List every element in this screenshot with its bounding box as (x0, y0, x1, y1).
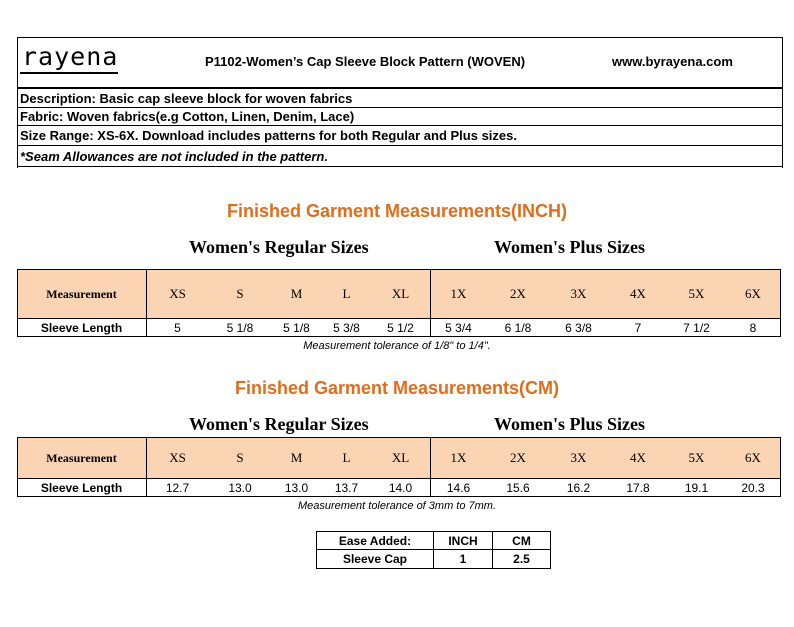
sleeve-length-1x: 14.6 (446, 481, 471, 495)
sleeve-length-3x: 6 3/8 (565, 321, 592, 335)
fabric-row: Fabric: Woven fabrics(e.g Cotton, Linen, Denim, Lace) (18, 108, 782, 126)
sleeve-length-6x: 20.3 (741, 481, 765, 495)
size-header-xs: XS (169, 286, 186, 301)
ease-table (316, 531, 551, 569)
sleeve-length-6x: 8 (749, 321, 757, 335)
sleeve-length-s: 13.0 (228, 481, 252, 495)
inch-tolerance-note: Measurement tolerance of 1/8" to 1/4". (303, 340, 491, 352)
size-header-l: L (342, 450, 351, 465)
size-header-m: M (290, 286, 303, 301)
pattern-header (17, 37, 783, 168)
size-header-m: M (290, 450, 303, 465)
website-link[interactable]: www.byrayena.com (612, 54, 733, 69)
size-header-4x: 4X (630, 450, 646, 465)
size-header-2x: 2X (510, 450, 526, 465)
sleeve-length-label: Sleeve Length (40, 321, 123, 335)
measurement-header: Measurement (46, 287, 117, 301)
size-header-2x: 2X (510, 286, 526, 301)
pattern-title: P1102-Women’s Cap Sleeve Block Pattern (WOVEN) (205, 54, 526, 69)
inch-plus-label: Women's Plus Sizes (494, 237, 646, 257)
sleeve-length-l: 5 3/8 (333, 321, 360, 335)
sleeve-length-m: 5 1/8 (283, 321, 310, 335)
cm-tolerance-note: Measurement tolerance of 3mm to 7mm. (297, 500, 497, 512)
cm-section-title: Finished Garment Measurements(CM) (234, 378, 560, 398)
sleeve-length-1x: 5 3/4 (445, 321, 472, 335)
cm-regular-label: Women's Regular Sizes (189, 414, 369, 434)
cm-plus-label: Women's Plus Sizes (494, 414, 646, 434)
logo-underline (20, 72, 118, 74)
sleeve-length-label: Sleeve Length (40, 481, 123, 495)
ease-label: Ease Added: (338, 534, 412, 548)
size-header-xl: XL (391, 450, 410, 465)
sleeve-length-3x: 16.2 (566, 481, 591, 495)
inch-regular-label: Women's Regular Sizes (189, 237, 369, 257)
sleeve-length-2x: 15.6 (506, 481, 530, 495)
ease-col-inch: INCH (448, 534, 478, 548)
header-top-row (18, 37, 782, 89)
sleeve-length-2x: 6 1/8 (504, 321, 532, 335)
inch-section-title: Finished Garment Measurements(INCH) (226, 201, 568, 221)
size-header-s: S (236, 286, 244, 301)
sleeve-length-xl: 5 1/2 (387, 321, 414, 335)
size-header-1x: 1X (450, 450, 467, 465)
sleeve-length-5x: 7 1/2 (683, 321, 710, 335)
description-row: Description: Basic cap sleeve block for woven fabrics (18, 89, 782, 108)
size-header-s: S (236, 450, 244, 465)
ease-cm-value: 2.5 (513, 552, 530, 566)
seam-note-row: *Seam Allowances are not included in the pattern. (18, 146, 782, 167)
brand-logo: rayena (22, 42, 119, 71)
sleeve-length-l: 13.7 (334, 481, 359, 495)
sleeve-length-xs: 12.7 (165, 481, 190, 495)
sleeve-length-4x: 7 (634, 321, 642, 335)
size-header-xs: XS (169, 450, 186, 465)
size-header-4x: 4X (630, 286, 646, 301)
sleeve-length-xs: 5 (174, 321, 181, 335)
measurement-header: Measurement (46, 451, 117, 465)
size-header-3x: 3X (570, 286, 587, 301)
size-header-l: L (342, 286, 351, 301)
size-header-6x: 6X (745, 286, 761, 301)
sleeve-length-4x: 17.8 (626, 481, 650, 495)
sleeve-length-5x: 19.1 (684, 481, 709, 495)
ease-inch-value: 1 (459, 552, 467, 566)
size-header-xl: XL (391, 286, 410, 301)
sleeve-length-m: 13.0 (284, 481, 309, 495)
size-header-5x: 5X (688, 450, 705, 465)
sleeve-length-s: 5 1/8 (226, 321, 254, 335)
ease-col-cm: CM (512, 534, 531, 548)
size-header-6x: 6X (745, 450, 761, 465)
sleeve-length-xl: 14.0 (388, 481, 413, 495)
ease-row-label: Sleeve Cap (342, 552, 408, 566)
size-header-5x: 5X (688, 286, 705, 301)
size-range-row: Size Range: XS-6X. Download includes patterns for both Regular and Plus sizes. (18, 126, 782, 146)
size-header-3x: 3X (570, 450, 587, 465)
size-header-1x: 1X (450, 286, 467, 301)
